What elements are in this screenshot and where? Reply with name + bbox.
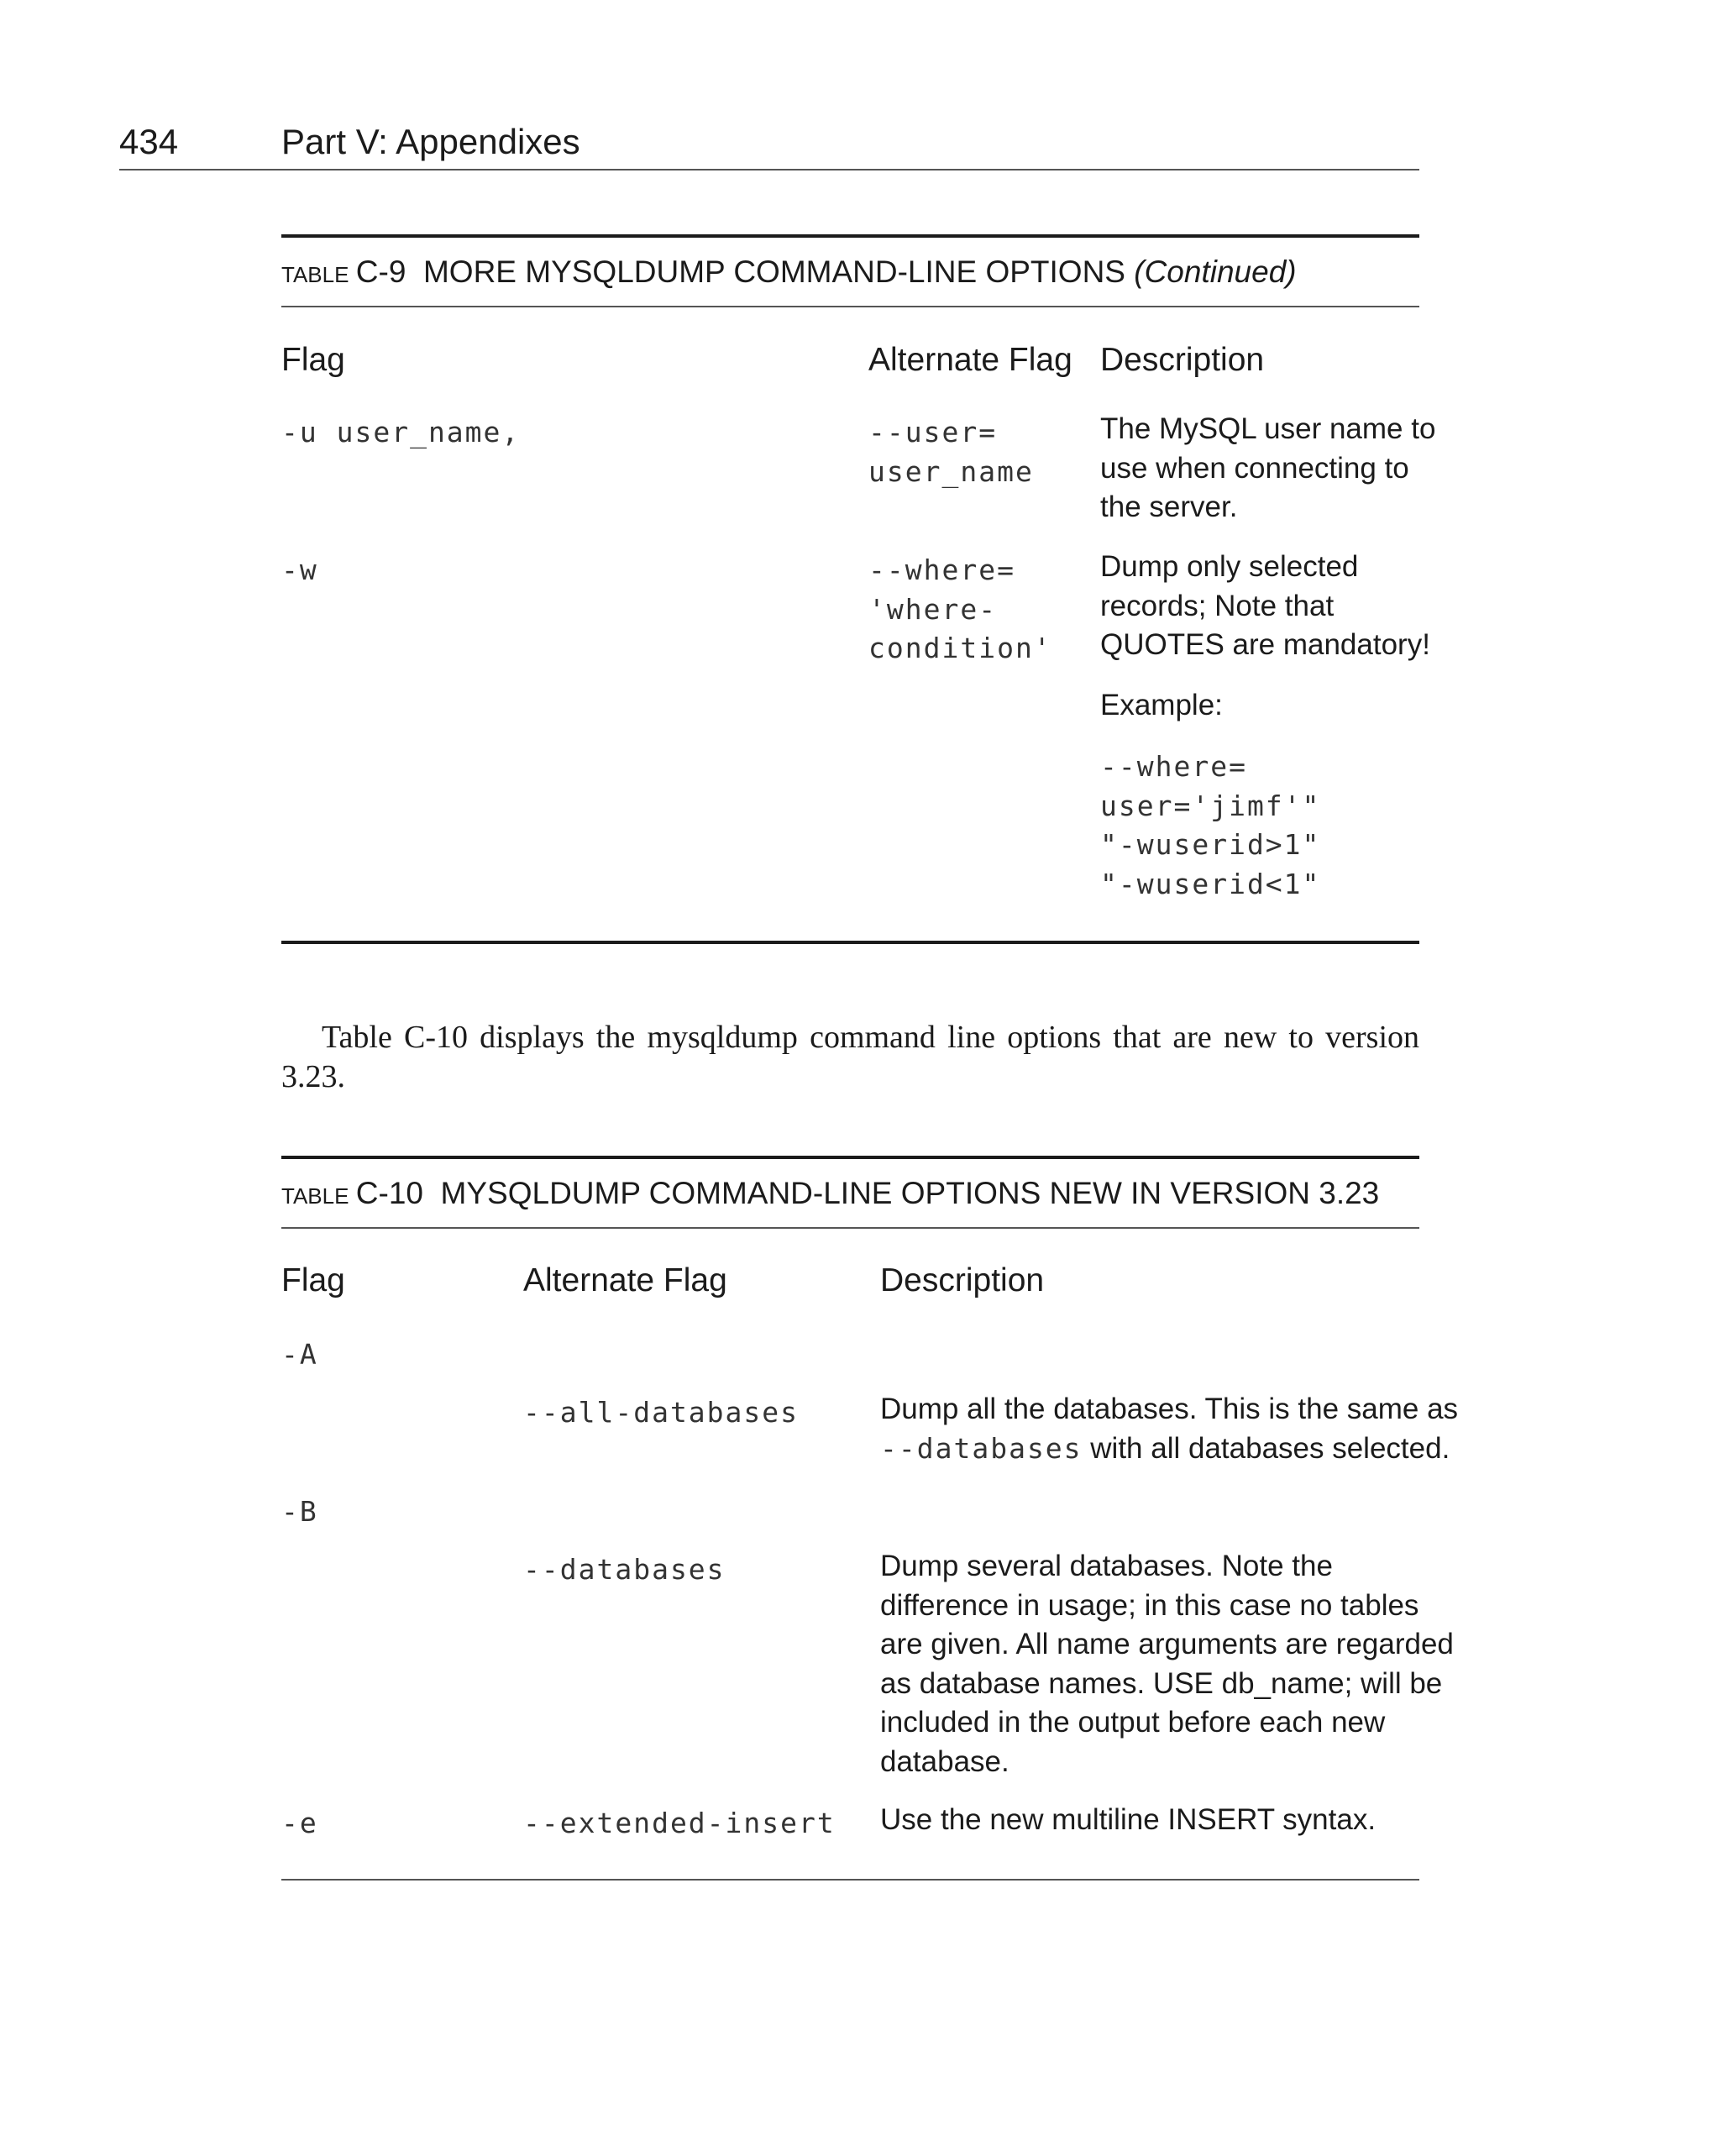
table-c9-row1-desc [1100, 410, 1435, 527]
desc-line: The MySQL user name to [1100, 412, 1436, 445]
running-head: Part V: Appendixes [281, 122, 580, 161]
table-c10-col-desc: Description [880, 1262, 1045, 1298]
table-c10-caption-rule [281, 1227, 1419, 1229]
desc-line [880, 1429, 1458, 1469]
code-line: "-wuserid<1" [1100, 867, 1321, 900]
table-c10-row-flag: -A [281, 1338, 318, 1371]
body-paragraph-text: Table C-10 displays the mysqldump command line options that are new to version 3.23. [281, 1020, 1419, 1094]
desc-line: Dump several databases. Note the [880, 1550, 1333, 1582]
desc-line: records; Note that [1100, 589, 1335, 622]
table-c9-title: MORE MYSQLDUMP COMMAND-LINE OPTIONS [422, 254, 1125, 289]
table-c10-col-flag: Flag [281, 1262, 345, 1298]
desc-text: with all databases selected. [1082, 1431, 1450, 1465]
table-c9-caption-rule [281, 306, 1419, 307]
table-c10-row-flag: -B [281, 1495, 318, 1528]
table-c9-row1-alt [868, 413, 1034, 491]
table-c10-title: MYSQLDUMP COMMAND-LINE OPTIONS NEW IN VERSION 3.23 [440, 1176, 1380, 1210]
table-c10-row-alt: --extended-insert [523, 1807, 836, 1839]
desc-line: use when connecting to [1100, 451, 1409, 485]
table-c9-example-label: Example: [1100, 689, 1223, 721]
table-c9-caption [281, 254, 1297, 290]
desc-line: are given. All name arguments are regarded [880, 1628, 1454, 1660]
code-line: user='jimf'" [1100, 789, 1321, 822]
page-number: 434 [119, 122, 179, 161]
table-c9-row1-flag: -u user_name, [281, 416, 521, 449]
code-line: "-wuserid>1" [1100, 828, 1321, 861]
alt-line: 'where- [868, 592, 998, 626]
table-c9-label-prefix: table [281, 254, 349, 289]
table-c9-row2-flag: -w [281, 553, 318, 586]
table-c9-col-desc: Description [1100, 342, 1265, 378]
table-c10-row-desc: Use the new multiline INSERT syntax. [880, 1803, 1377, 1836]
table-c9-continued: (Continued) [1134, 254, 1297, 289]
desc-line: included in the output before each new [880, 1706, 1386, 1739]
table-c9-col-alt: Alternate Flag [868, 342, 1072, 378]
header-rule [119, 169, 1419, 170]
desc-line: difference in usage; in this case no tables [880, 1588, 1419, 1622]
desc-line: the server. [1100, 490, 1238, 523]
body-paragraph [281, 1018, 1419, 1097]
code-line: --where= [1100, 750, 1247, 783]
desc-line: QUOTES are mandatory! [1100, 628, 1430, 661]
table-c10-row-alt: --all-databases [523, 1396, 800, 1429]
table-c9-bottom-rule [281, 941, 1419, 944]
table-c10-row-desc [880, 1547, 1454, 1781]
table-c10-label-number: C-10 [355, 1176, 423, 1210]
alt-line: user_name [868, 454, 1034, 488]
table-c10-top-rule [281, 1156, 1419, 1159]
table-c9-row2-desc [1100, 548, 1430, 665]
desc-line: database. [880, 1744, 1009, 1778]
inline-code: --databases [880, 1431, 1083, 1465]
desc-line: Dump only selected [1100, 550, 1359, 583]
table-c10-row-flag: -e [281, 1807, 318, 1839]
table-c9-top-rule [281, 234, 1419, 238]
desc-line: Dump all the databases. This is the same as [880, 1393, 1459, 1425]
table-c10-caption [281, 1176, 1379, 1211]
table-c10-col-alt: Alternate Flag [523, 1262, 727, 1298]
alt-line: --where= [868, 553, 1015, 586]
table-c9-col-flag: Flag [281, 342, 345, 378]
table-c10-bottom-rule [281, 1879, 1419, 1881]
table-c9-label [281, 254, 406, 289]
table-c10-row-alt: --databases [523, 1553, 726, 1586]
desc-line: as database names. USE db_name; will be [880, 1666, 1443, 1700]
table-c9-label-number: C-9 [355, 254, 406, 289]
table-c10-label-prefix: table [281, 1176, 349, 1210]
table-c10-label [281, 1176, 423, 1210]
alt-line: condition' [868, 632, 1052, 664]
table-c9-row2-alt [868, 551, 1052, 669]
table-c10-row-desc [880, 1390, 1458, 1468]
alt-line: --user= [868, 416, 998, 449]
table-c9-example-code [1100, 748, 1320, 904]
